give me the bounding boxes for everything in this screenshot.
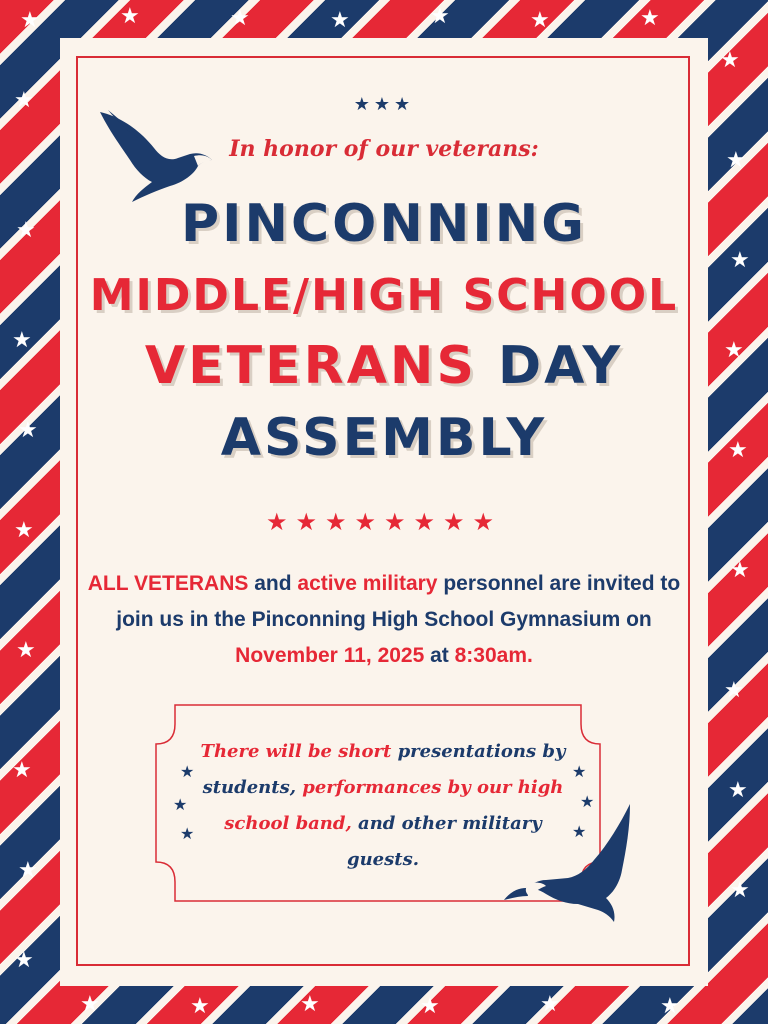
title-veterans-day (0, 336, 768, 396)
title-school: MIDDLE/HIGH SCHOOL (89, 270, 679, 321)
star-icon: ★ (726, 148, 746, 173)
title-veterans: VETERANS (144, 336, 477, 396)
star-icon: ★ (180, 824, 195, 843)
title-assembly: ASSEMBLY (220, 408, 548, 468)
star-icon: ★ (572, 762, 587, 781)
star-icon: ★ (190, 994, 210, 1019)
star-icon: ★ (18, 858, 38, 883)
star-icon: ★ (430, 4, 450, 29)
invite-time: 8:30am. (454, 644, 533, 667)
star-icon: ★ (230, 6, 250, 31)
invite-date: November 11, 2025 (235, 644, 425, 667)
honor-heading: In honor of our veterans: (229, 136, 539, 162)
star-icon: ★ (420, 994, 440, 1019)
star-icon: ★ (724, 678, 744, 703)
star-icon: ★ (530, 8, 550, 33)
star-icon: ★ (18, 418, 38, 443)
star-icon: ★ (14, 88, 34, 113)
details-short: There will be short (200, 741, 392, 762)
star-icon: ★ (580, 792, 595, 811)
top-stars-row: ★★★ (353, 94, 415, 115)
star-icon: ★ (12, 758, 32, 783)
star-icon: ★ (180, 762, 195, 781)
star-icon: ★ (572, 822, 587, 841)
details-text: presentations by students, (202, 741, 566, 798)
invite-active-military: active military (297, 572, 438, 595)
star-icon: ★ (720, 48, 740, 73)
star-icon: ★ (730, 558, 750, 583)
star-icon: ★ (14, 948, 34, 973)
invite-text: at (424, 644, 455, 667)
title-pinconning: PINCONNING (181, 194, 587, 254)
star-icon: ★ (728, 438, 748, 463)
star-icon: ★ (20, 8, 40, 33)
star-icon: ★ (724, 338, 744, 363)
star-icon: ★ (330, 8, 350, 33)
star-icon: ★ (728, 778, 748, 803)
star-icon: ★ (660, 994, 680, 1019)
star-icon: ★ (14, 518, 34, 543)
star-icon: ★ (16, 638, 36, 663)
invitation-text (70, 566, 698, 674)
star-icon: ★ (730, 248, 750, 273)
details-text: and other military guests. (347, 813, 542, 870)
invite-text: and (248, 572, 298, 595)
invite-text: personnel are invited to join us in the Pinconning High School Gymnasium on (116, 572, 681, 631)
star-icon: ★ (173, 795, 188, 814)
star-icon: ★ (80, 992, 100, 1017)
invite-all-veterans: ALL VETERANS (87, 572, 249, 595)
eagle-icon (502, 800, 634, 924)
star-icon: ★ (540, 992, 560, 1017)
star-icon: ★ (640, 6, 660, 31)
details-band: performances by our high school band, (224, 777, 564, 834)
title-day: DAY (498, 336, 624, 396)
star-icon: ★ (120, 4, 140, 29)
star-icon: ★ (16, 218, 36, 243)
divider-stars: ★★★★★★★★ (265, 508, 503, 536)
star-icon: ★ (730, 878, 750, 903)
star-icon: ★ (300, 992, 320, 1017)
star-icon: ★ (12, 328, 32, 353)
